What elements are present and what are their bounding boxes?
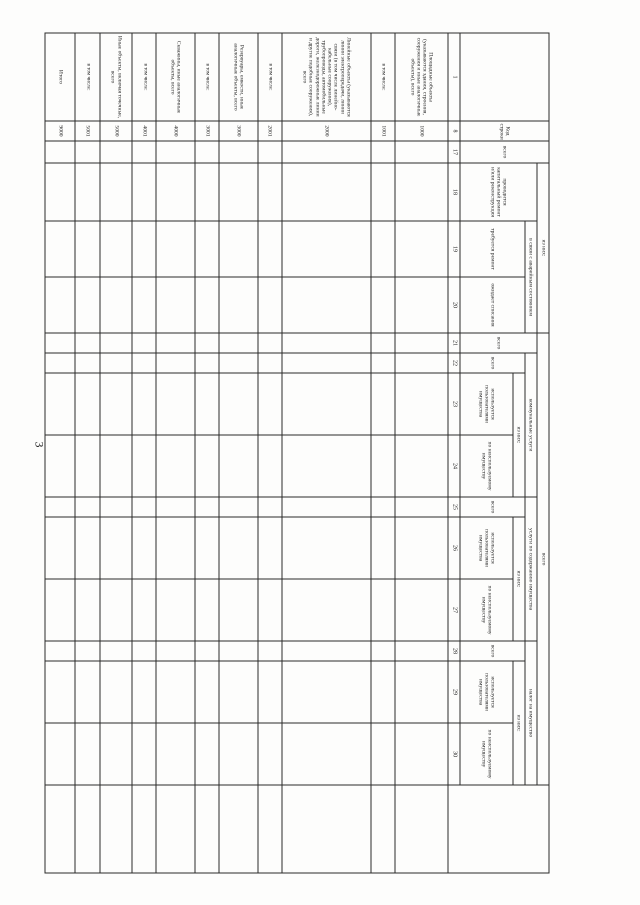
header-repair-capital: проводится капитальный ремонт и/или реконструкция (460, 163, 537, 221)
row-code: 4001 (132, 121, 156, 141)
table-row (282, 33, 371, 873)
column-number: 19 (448, 221, 460, 277)
row-label: в том числе: (75, 33, 99, 121)
column-number: 23 (448, 373, 460, 435)
column-number: 28 (448, 641, 460, 661)
header-tax-unused: по неиспользуемому имуществу (460, 723, 513, 785)
page-number: 3 (32, 441, 47, 448)
row-code: 2000 (282, 121, 371, 141)
column-number: 17 (448, 141, 460, 163)
row-code: 4000 (156, 121, 194, 141)
row-code: 3000 (219, 121, 257, 141)
row-label: Площадные объекты (указываются здания, строения, сооружения и иные аналогичные объекты), всего (395, 33, 448, 121)
header-pending-writeoff: ожидает списания (460, 277, 525, 333)
header-empty-name (460, 33, 549, 121)
blank-margin-column (448, 785, 549, 873)
header-communal-of-them: из них: (513, 373, 525, 497)
row-code: 2001 (258, 121, 282, 141)
table-row (100, 33, 132, 873)
row-label: Резервуары, емкости, иные аналогичные объекты, всего (219, 33, 257, 121)
table-row (132, 33, 156, 873)
column-numbers-row (448, 33, 460, 873)
row-code: 9000 (45, 121, 75, 141)
row-code: 5001 (75, 121, 99, 141)
header-communal-used: используется пользователями имущества (460, 373, 513, 435)
row-label: Иные объекты, включая точечные, всего (100, 33, 132, 121)
row-label: в том числе: (258, 33, 282, 121)
column-number: 8 (448, 121, 460, 141)
table-row (395, 33, 448, 873)
column-number: 18 (448, 163, 460, 221)
column-number: 22 (448, 353, 460, 373)
header-code: Код строки (460, 121, 549, 141)
table-row (258, 33, 282, 873)
header-tax-total: всего (460, 641, 525, 661)
header-communal: коммунальные услуги (525, 353, 537, 497)
column-number: 25 (448, 497, 460, 517)
table-row (45, 33, 75, 873)
column-number: 21 (448, 333, 460, 353)
property-expenses-table (45, 33, 550, 874)
header-tax: налог на имущество (525, 641, 537, 785)
row-code: 3001 (195, 121, 219, 141)
row-code: 1001 (371, 121, 395, 141)
header-maintenance: услуги по содержанию имущества (525, 497, 537, 641)
header-maintenance-used: используется пользователями имущества (460, 517, 513, 579)
header-communal-unused: по неиспользуемому имуществу (460, 435, 513, 497)
row-label: в том числе: (132, 33, 156, 121)
header-vsego-group: всего (537, 333, 549, 785)
table-row (219, 33, 257, 873)
row-code: 1000 (395, 121, 448, 141)
column-number: 20 (448, 277, 460, 333)
header-of-them: из них: (537, 163, 549, 333)
column-number: 30 (448, 723, 460, 785)
header-tax-of-them: из них: (513, 661, 525, 785)
row-label: Скважины, иные аналогичные объекты, всего (156, 33, 194, 121)
row-label: Линейные объекты (указываются линии электропередачи, линии связи (в том числе линейно-кабельные сооружения), трубопроводы, автомобильные дороги, железнодорожные линии и другие подобные сооружения), всего (282, 33, 371, 121)
column-number: 24 (448, 435, 460, 497)
header-vsego-col: всего (460, 333, 537, 353)
column-number: 27 (448, 579, 460, 641)
header-maintenance-total: всего (460, 497, 525, 517)
row-label-total: Итого (45, 33, 75, 121)
header-maintenance-unused: по неиспользуемому имуществу (460, 579, 513, 641)
header-total: всего (460, 141, 549, 163)
report-form (45, 33, 550, 873)
table-row (195, 33, 219, 873)
header-maintenance-of-them: из них: (513, 517, 525, 641)
row-label: в том числе: (371, 33, 395, 121)
column-number: 29 (448, 661, 460, 723)
header-repair-required: требуется ремонт (460, 221, 525, 277)
column-number: 1 (448, 33, 460, 121)
table-row (75, 33, 99, 873)
header-communal-total: всего (460, 353, 525, 373)
column-number: 26 (448, 517, 460, 579)
table-row (156, 33, 194, 873)
table-row (371, 33, 395, 873)
header-tax-used: используется пользователями имущества (460, 661, 513, 723)
row-label: в том числе: (195, 33, 219, 121)
row-code: 5000 (100, 121, 132, 141)
header-due-to-emergency: в связи с аварийным состоянием (525, 221, 537, 333)
